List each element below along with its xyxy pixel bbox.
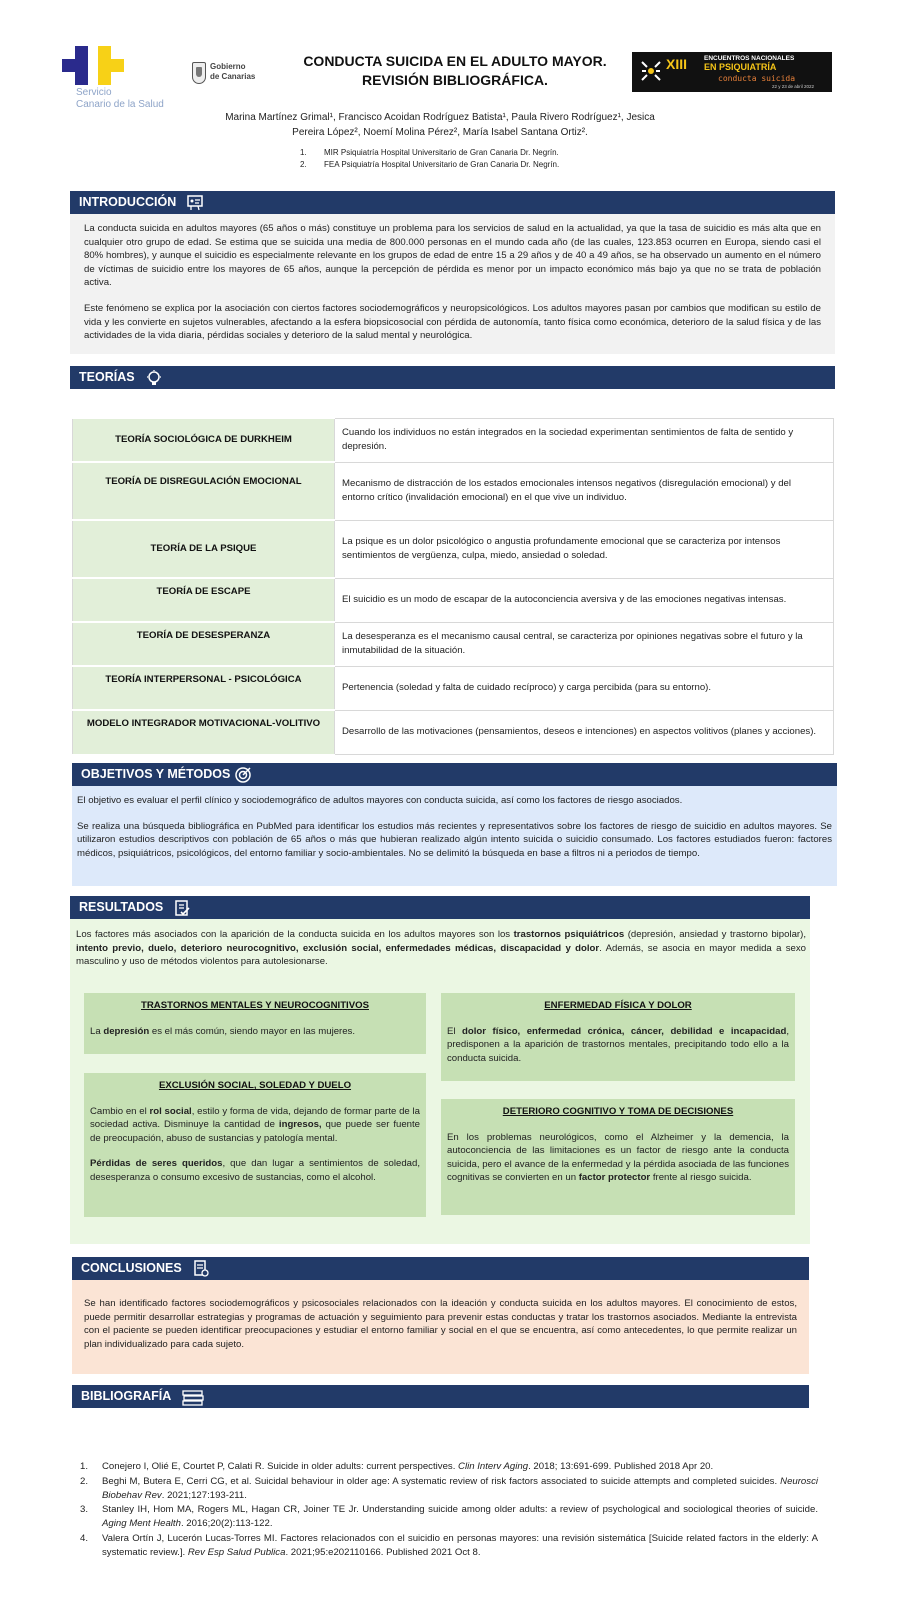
presentation-icon xyxy=(186,194,204,212)
introduction-panel xyxy=(70,214,835,354)
table-row xyxy=(73,520,834,578)
table-row xyxy=(73,666,834,710)
authors: Marina Martínez Grimal¹, Francisco Acoidan Rodríguez Batista¹, Paula Rivero Rodríguez¹, Jesica Pereira López², Noemí Molina Pérez², María Isabel Santana Ortiz². xyxy=(225,112,655,138)
books-icon xyxy=(181,1388,205,1406)
gc-logo-text: Gobierno de Canarias xyxy=(210,62,256,81)
gobierno-canarias-logo xyxy=(192,60,262,90)
scs-logo-text: Servicio Canario de la Salud xyxy=(76,87,164,110)
congress-line3: conducta suicida xyxy=(718,74,796,83)
theory-name: TEORÍA INTERPERSONAL - PSICOLÓGICA xyxy=(73,666,335,710)
scs-mark-icon xyxy=(62,46,126,86)
theories-title: TEORÍAS xyxy=(79,370,135,384)
table-row xyxy=(73,462,834,520)
affiliation-item: 2. FEA Psiquiatría Hospital Universitario de Gran Canaria Dr. Negrín. xyxy=(300,160,560,169)
bibliography-header xyxy=(72,1385,809,1408)
conclusions-title: CONCLUSIONES xyxy=(81,1261,182,1275)
poster-header xyxy=(0,0,900,180)
theory-name: TEORÍA SOCIOLÓGICA DE DURKHEIM xyxy=(73,418,335,462)
theory-description: La desesperanza es el mecanismo causal central, se caracteriza por opiniones negativas sobre el futuro y la inmutabilidad de la situación. xyxy=(335,622,834,666)
introduction-title: INTRODUCCIÓN xyxy=(79,195,177,209)
result-box-title: TRASTORNOS MENTALES Y NEUROCOGNITIVOS xyxy=(141,1000,369,1011)
theory-name: MODELO INTEGRADOR MOTIVACIONAL-VOLITIVO xyxy=(73,710,335,754)
bibliography-title: BIBLIOGRAFÍA xyxy=(81,1389,172,1403)
theory-description: Desarrollo de las motivaciones (pensamientos, deseos e intenciones) en aspectos volitivos (planes y acciones). xyxy=(335,710,834,754)
introduction-paragraph: Este fenómeno se explica por la asociación con ciertos factores sociodemográficos y neuropsicológicos. Los adultos mayores pasan por cambios que modifican su estilo de vida y les convierte en sujetos vulnerables, afectando a la esfera biopsicosocial con pérdida de autonomía, tanto física como económica, deterioro de la salud física y de las actividades de la vida diaria, pérdidas sociales y deterioro de la salud mental y neurológica. xyxy=(84,302,821,342)
table-row xyxy=(73,710,834,754)
theory-description: Mecanismo de distracción de los estados emocionales intensos negativos (disregulación emocional) y del entorno crítico (invalidación emocional) en el que vive un individuo. xyxy=(335,462,834,520)
theory-name: TEORÍA DE ESCAPE xyxy=(73,578,335,622)
list-item: 3. Stanley IH, Hom MA, Rogers ML, Hagan CR, Joiner TE Jr. Understanding suicide among older adults: a review of psychological and sociological theories of suicide. Aging Ment Health. 2016;20(2):113-122. xyxy=(80,1504,818,1530)
conclusions-panel xyxy=(72,1280,809,1374)
result-box-title: ENFERMEDAD FÍSICA Y DOLOR xyxy=(544,1000,692,1011)
results-title: RESULTADOS xyxy=(79,900,164,914)
congress-number: XIII xyxy=(666,56,688,72)
conclusions-header xyxy=(72,1257,809,1280)
result-box-mental-disorders xyxy=(84,993,426,1054)
theory-name: TEORÍA DE LA PSIQUE xyxy=(73,520,335,578)
objectives-header xyxy=(72,763,837,786)
table-row xyxy=(73,578,834,622)
affiliation-item: 1. MIR Psiquiatría Hospital Universitario de Gran Canaria Dr. Negrín. xyxy=(300,148,559,157)
poster-title: CONDUCTA SUICIDA EN EL ADULTO MAYOR. REVISIÓN BIBLIOGRÁFICA. xyxy=(303,53,607,88)
shield-icon xyxy=(192,62,206,84)
objectives-title: OBJETIVOS Y MÉTODOS xyxy=(81,767,231,781)
arrows-burst-icon xyxy=(640,60,662,82)
result-box-physical-illness xyxy=(441,993,795,1081)
congress-date: 22 y 23 de abril 2022 xyxy=(772,84,815,89)
result-box-text: La depresión es el más común, siendo mayor en las mujeres. xyxy=(90,1025,356,1037)
introduction-paragraph: La conducta suicida en adultos mayores (65 años o más) constituye un problema para los servicios de salud en la actualidad, ya que la tasa de suicidio es más alta que en cualquier otro grupo de edad. Se estima que se suicida una media de 800.000 personas en el mundo cada año (de las cuales, 123.853 ocurren en Europa, siendo casi el 80% hombres), y aunque el suicidio es especialmente relevante en los grupos de edad de entre 15 a 29 años y de 40 a 49 años, se ha observado un aumento en el número de víctimas de suicidio entre los mayores de 65 años, aunque la percepción de pérdida es menor por un impacto económico más bajo ya que no se trata de población activa. xyxy=(84,223,821,289)
result-box-text: Pérdidas de seres queridos, que dan lugar a sentimientos de soledad, desesperanza o consumo excesivo de sustancias, como el alcohol. xyxy=(90,1158,420,1183)
results-header xyxy=(70,896,810,919)
result-box-title: EXCLUSIÓN SOCIAL, SOLEDAD Y DUELO xyxy=(158,1080,352,1091)
theory-description: Cuando los individuos no están integrados en la sociedad experimentan sentimientos de falta de sentido y depresión. xyxy=(335,418,834,462)
theory-name: TEORÍA DE DESESPERANZA xyxy=(73,622,335,666)
list-item: 2. Beghi M, Butera E, Cerri CG, et al. Suicidal behaviour in older age: A systematic review of risk factors associated to suicide attempts and completed suicides. Neurosci Biobehav Rev. 2021;127:193-211. xyxy=(80,1475,818,1501)
theory-description: La psique es un dolor psicológico o angustia profundamente emocional que se caracteriza por intensos sentimientos de vergüenza, culpa, miedo, ansiedad o soledad. xyxy=(335,520,834,578)
result-box-text: En los problemas neurológicos, como el Alzheimer y la demencia, la autoconciencia de las limitaciones es un factor de riesgo ante la conducta suicida, pero el avance de la enfermedad y la pérdida asociada de las funciones cognitivas se convierten en un factor protector frente al riesgo suicida. xyxy=(447,1131,789,1184)
congress-banner xyxy=(632,52,832,92)
result-box-social-exclusion xyxy=(84,1073,426,1217)
theories-table xyxy=(72,417,834,755)
table-row xyxy=(73,622,834,666)
theory-description: Pertenencia (soledad y falta de cuidado recíproco) y carga percibida (para su entorno). xyxy=(335,666,834,710)
objectives-panel xyxy=(72,786,837,886)
result-box-cognitive-decline xyxy=(441,1099,795,1215)
list-item: 1. Conejero I, Olié E, Courtet P, Calati R. Suicide in older adults: current perspectives. Clin Interv Aging. 2018; 13:691-699. Published 2018 Apr 20. xyxy=(80,1461,714,1472)
congress-line1: ENCUENTROS NACIONALES xyxy=(704,55,795,62)
bibliography-list xyxy=(80,1460,818,1561)
servicio-canario-salud-logo xyxy=(62,46,172,116)
theories-header xyxy=(70,366,835,389)
results-intro: Los factores más asociados con la aparición de la conducta suicida en los adultos mayores son los trastornos psiquiátricos (depresión, ansiedad y trastorno bipolar), intento previo, duelo, deterioro neurocognitivo, exclusión social, enfermedades médicas, discapacidad y dolor. Además, se asocia en mayor medida a sexo masculino y uso de métodos violentos para autolesionarse. xyxy=(76,929,806,968)
affiliations xyxy=(300,147,620,171)
target-icon xyxy=(234,766,252,784)
list-item: 4. Valera Ortín J, Lucerón Lucas-Torres MI. Factores relacionados con el suicidio en personas mayores: una revisión sistemática [Suicide related factors in the elderly: A systematic review.]. Rev Esp Salud Publica. 2021;95:e202110166. Published 2021 Oct 8. xyxy=(80,1532,818,1558)
result-box-text: El dolor físico, enfermedad crónica, cáncer, debilidad e incapacidad, predisponen a la aparición de trastornos mentales, precipitando todo ello a la conducta suicida. xyxy=(447,1025,789,1064)
conclusions-paragraph: Se han identificado factores sociodemográficos y psicosociales relacionados con la ideación y conducta suicida en los adultos mayores. El conocimiento de estos, puede permitir desarrollar estrategias y programas de actuación y seguimiento para prevenir estas conductas y tratar los trastornos asociados. Mediante la entrevista con el paciente se pueden identificar preocupaciones y estudiar el entorno familiar y social en el que se encuentra, así como antecedentes, lo que permite realizar un plan individualizado para cada sujeto. xyxy=(84,1298,797,1350)
result-box-title: DETERIORO COGNITIVO Y TOMA DE DECISIONES xyxy=(502,1106,734,1117)
certificate-icon xyxy=(192,1260,210,1278)
theory-name: TEORÍA DE DISREGULACIÓN EMOCIONAL xyxy=(73,462,335,520)
objectives-paragraph: El objetivo es evaluar el perfil clínico y sociodemográfico de adultos mayores con conducta suicida, así como los factores de riesgo asociados. xyxy=(77,795,683,806)
result-box-text: Cambio en el rol social, estilo y forma de vida, dejando de formar parte de la sociedad activa. Disminuye la cantidad de ingresos, que puede ser fuente de preocupación, abuso de sustancias y patología mental. xyxy=(90,1105,420,1144)
congress-line2: EN PSIQUIATRÍA xyxy=(704,62,777,72)
theory-description: El suicidio es un modo de escapar de la autoconciencia aversiva y de las emociones negativas intensas. xyxy=(335,578,834,622)
lightbulb-icon xyxy=(145,369,163,387)
checklist-icon xyxy=(173,899,191,917)
introduction-header xyxy=(70,191,835,214)
methods-paragraph: Se realiza una búsqueda bibliográfica en PubMed para identificar los estudios más recientes y representativos sobre los factores de riesgo de suicidio en adultos mayores. Se utilizaron estudios descriptivos con población de 65 años o más que hubieran realizado algún intento suicida o suicidio consumado. Los factores estudiados fueron: factores médicos, psiquiátricos, psicológicos, del entorno familiar y socio-ambientales. No se delimitó la búsqueda en base a filtros ni a periodos de tiempo. xyxy=(77,820,832,859)
table-row xyxy=(73,418,834,462)
